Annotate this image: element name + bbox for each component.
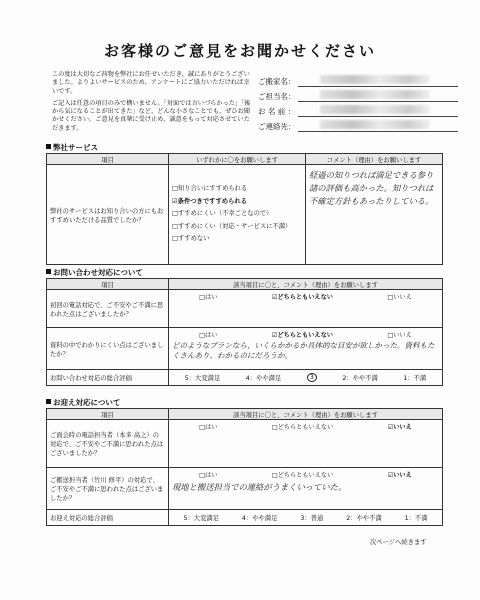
section-heading-service: 弊社サービス [46, 142, 98, 153]
rating-option[interactable]: 2：やや不満 [346, 515, 382, 522]
redacted-value [298, 123, 458, 132]
choice-neutral[interactable]: □どちらともいえない [271, 472, 334, 479]
rating-option[interactable]: 1：不満 [404, 515, 428, 522]
pickup-table [46, 408, 443, 526]
choice-group [172, 292, 439, 301]
option[interactable]: □すすめにくい（対応・サービスに不満） [172, 222, 292, 230]
rating-option[interactable]: 1：不満 [403, 375, 427, 382]
customer-info [258, 72, 458, 132]
table-header-row [47, 409, 443, 420]
question-2: 初回の電話対応で、ご不安やご不満に思われた点はございましたか？ [47, 290, 169, 328]
redaction-blur [320, 105, 430, 114]
table-row [47, 370, 443, 386]
info-row-contact [258, 117, 458, 132]
question-5: ご面会時の電話担当者（本多 高之）の対応で、ご不安やご不満に思われた点はございましたか？ [47, 420, 169, 468]
info-label: ご連絡先： [258, 122, 296, 131]
redaction-blur [320, 120, 430, 129]
table-row [47, 165, 443, 265]
rating-4 [169, 370, 443, 386]
question-6: ご搬送担当者（竹川 修平）の対応で、ご不安やご不満に思われた点はございましたか？ [47, 468, 169, 510]
page-title: お客様のご意見をお聞かせください [103, 42, 376, 60]
choice-neutral[interactable]: □どちらともいえない [271, 424, 334, 431]
rating-option[interactable]: 4：やや満足 [241, 515, 278, 522]
rating-option[interactable]: 4：やや満足 [245, 375, 282, 382]
choice-group [172, 470, 439, 479]
option-checked[interactable]: ☑条件つきですすめられる [172, 197, 247, 205]
rating-option[interactable]: 5：大変満足 [183, 515, 219, 522]
choice-no[interactable]: □いいえ [387, 332, 412, 339]
info-row-staff [258, 87, 458, 102]
redaction-blur [320, 75, 430, 84]
options-1 [169, 165, 306, 265]
rating-option[interactable]: 2：やや不満 [342, 375, 378, 382]
redacted-value [298, 93, 458, 102]
question-3: 資料の中でわかりにくい点はございましたか？ [47, 328, 169, 370]
rating-option[interactable]: 5：大変満足 [184, 375, 221, 382]
info-row-family [258, 72, 458, 87]
answer-2 [169, 290, 443, 328]
header-choice: いずれかに〇をお願いします [169, 154, 306, 165]
option[interactable]: □知り合いにすすめられる [172, 185, 248, 193]
question-7: お迎え対応の総合評価 [47, 510, 169, 526]
info-label: ご搬家名： [258, 77, 296, 86]
rating-option-selected[interactable] [307, 373, 317, 382]
choice-yes[interactable]: □はい [199, 424, 218, 431]
question-1: 弊社のサービスはお知り合いの方にもおすすめいただける品質でしたか？ [47, 165, 169, 265]
intro-paragraph-1: この度は大切なご荷物を弊社にお任せいただき、誠にありがとうございました。よりよいサービスのため、アンケートにご協力いただければ幸いです。 [52, 71, 250, 95]
handwritten-comment-6: 現地と搬送担当での連絡がうまくいっていた。 [172, 482, 347, 492]
intro-text [52, 71, 252, 137]
choice-no[interactable]: ☑いいえ [387, 424, 412, 431]
table-row [47, 420, 443, 468]
choice-group [172, 330, 439, 339]
table-row [47, 328, 443, 370]
option[interactable]: □すすめにくい（不幸ごとなので） [172, 210, 273, 218]
choice-no[interactable]: ☑いいえ [387, 472, 412, 479]
table-header-row [47, 279, 443, 290]
choice-no[interactable]: □いいえ [387, 294, 412, 301]
service-table [46, 153, 443, 265]
header-comment: コメント（理由）をお願いします [306, 154, 443, 165]
header-choice: 該当項目に〇と、コメント（理由）をお願いします [169, 409, 443, 420]
redaction-blur [320, 90, 430, 99]
redacted-value [298, 108, 458, 117]
choice-yes[interactable]: □はい [199, 332, 218, 339]
header-item: 項目 [47, 409, 169, 420]
answer-5 [169, 420, 443, 468]
rating-7 [169, 510, 443, 526]
header-choice: 該当項目に〇と、コメント（理由）をお願いします [169, 279, 443, 290]
choice-yes[interactable]: □はい [199, 472, 218, 479]
table-row [47, 290, 443, 328]
answer-6 [169, 468, 443, 510]
table-row [47, 468, 443, 510]
info-label: お 名 前 ： [258, 107, 296, 116]
section-heading-pickup: お迎え対応について [46, 397, 120, 408]
choice-neutral[interactable]: ☑どちらともいえない [271, 332, 333, 339]
section-heading-inquiry: お問い合わせ対応について [46, 267, 143, 278]
selected-circle: 3 [307, 373, 317, 382]
choice-yes[interactable]: □はい [199, 294, 218, 301]
answer-3 [169, 328, 443, 370]
header-item: 項目 [47, 279, 169, 290]
handwritten-comment-1: 経過の知りつれば満足できる参り諸の評価も高かった。知りつれは不確定方針もあったりしている。 [306, 165, 443, 265]
rating-option[interactable]: 3：普通 [300, 515, 324, 522]
handwritten-comment-3: どのようなプランなら、いくらかかるか具体的な目安が欲しかった。資料もたくさんあり、わかるのにだろうか。 [172, 341, 435, 360]
table-header-row [47, 154, 443, 165]
rating-scale [172, 513, 439, 522]
info-label: ご担当名： [258, 92, 296, 101]
option[interactable]: □すすめない [172, 235, 210, 243]
info-row-name [258, 102, 458, 117]
rating-scale [172, 373, 439, 382]
header-item: 項目 [47, 154, 169, 165]
intro-paragraph-2: ご記入は任意の項目のみで構いません。「対面では言いづらかった」「後から気になることが出てきた」など、どんな小さなことでも、ぜひお聞かせください。ご意見を真摯に受け止め、誠意をもって対応させていただきます。 [52, 99, 251, 132]
choice-neutral[interactable]: ☑どちらともいえない [271, 294, 333, 301]
continued-note: 次ページへ続きます [370, 539, 427, 546]
inquiry-table [46, 278, 443, 386]
table-row [47, 510, 443, 526]
question-4: お問い合わせ対応の総合評価 [47, 370, 169, 386]
choice-group [172, 422, 439, 431]
redacted-value [298, 78, 458, 87]
